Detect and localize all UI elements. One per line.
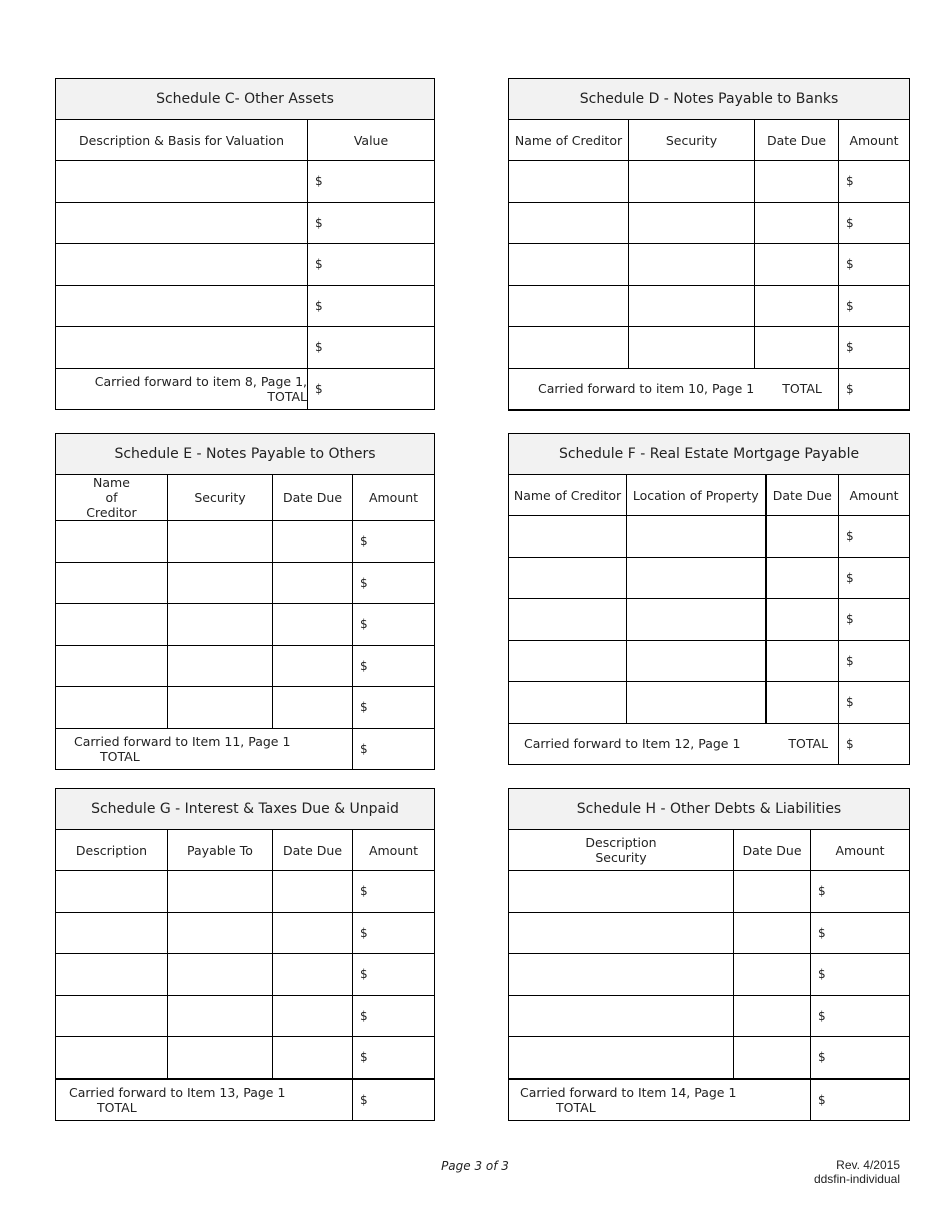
date-due-cell[interactable] (273, 645, 353, 687)
carried-forward-label: Carried forward to Item 13, Page 1TOTAL (56, 1079, 353, 1121)
date-due-cell[interactable] (273, 912, 353, 954)
description-cell[interactable] (56, 912, 168, 954)
description-cell[interactable] (509, 995, 734, 1037)
value-cell[interactable]: $ (308, 285, 435, 327)
date-due-cell[interactable] (766, 557, 839, 599)
header-description-basis: Description & Basis for Valuation (56, 120, 308, 161)
creditor-cell[interactable] (56, 687, 168, 729)
total-amount-cell[interactable]: $ (811, 1079, 910, 1121)
schedule-f-table (508, 433, 910, 765)
header-location-of-property: Location of Property (627, 475, 766, 516)
amount-cell[interactable]: $ (353, 687, 435, 729)
header-amount: Amount (353, 830, 435, 871)
schedule-g-title: Schedule G - Interest & Taxes Due & Unpaid (56, 789, 435, 830)
amount-cell[interactable]: $ (839, 285, 910, 327)
amount-cell[interactable]: $ (811, 995, 910, 1037)
carried-forward-label: Carried forward to Item 14, Page 1TOTAL (509, 1079, 811, 1121)
total-value-cell[interactable]: $ (308, 368, 435, 410)
date-due-cell[interactable] (273, 871, 353, 913)
date-due-cell[interactable] (766, 516, 839, 558)
schedule-f-title: Schedule F - Real Estate Mortgage Payable (509, 434, 910, 475)
date-due-cell[interactable] (734, 954, 811, 996)
amount-cell[interactable]: $ (353, 1037, 435, 1079)
header-name-of-creditor: Name of Creditor (56, 475, 168, 521)
payable-to-cell[interactable] (168, 1037, 273, 1079)
header-date-due: Date Due (734, 830, 811, 871)
schedule-d-title: Schedule D - Notes Payable to Banks (509, 79, 910, 120)
date-due-cell[interactable] (273, 604, 353, 646)
amount-cell[interactable]: $ (839, 244, 910, 286)
header-date-due: Date Due (755, 120, 839, 161)
value-cell[interactable]: $ (308, 161, 435, 203)
amount-cell[interactable]: $ (353, 954, 435, 996)
value-cell[interactable]: $ (308, 244, 435, 286)
security-cell[interactable] (629, 161, 755, 203)
schedule-h-title: Schedule H - Other Debts & Liabilities (509, 789, 910, 830)
date-due-cell[interactable] (273, 995, 353, 1037)
date-due-cell[interactable] (755, 202, 839, 244)
date-due-cell[interactable] (273, 1037, 353, 1079)
description-cell[interactable] (56, 1037, 168, 1079)
location-cell[interactable] (627, 516, 766, 558)
header-security: Security (629, 120, 755, 161)
description-cell[interactable] (509, 871, 734, 913)
header-date-due: Date Due (273, 830, 353, 871)
header-date-due: Date Due (273, 475, 353, 521)
amount-cell[interactable]: $ (811, 912, 910, 954)
amount-cell[interactable]: $ (839, 516, 910, 558)
creditor-cell[interactable] (56, 604, 168, 646)
creditor-cell[interactable] (509, 161, 629, 203)
description-cell[interactable] (56, 871, 168, 913)
amount-cell[interactable]: $ (811, 1037, 910, 1079)
header-payable-to: Payable To (168, 830, 273, 871)
creditor-cell[interactable] (509, 285, 629, 327)
carried-forward-label: Carried forward to item 10, Page 1 TOTAL (509, 368, 839, 410)
schedule-c-title: Schedule C- Other Assets (56, 79, 435, 120)
date-due-cell[interactable] (734, 1037, 811, 1079)
schedule-h-table (508, 788, 910, 1121)
total-amount-cell[interactable]: $ (839, 368, 910, 410)
security-cell[interactable] (629, 244, 755, 286)
amount-cell[interactable]: $ (839, 161, 910, 203)
schedule-d-table (508, 78, 910, 411)
security-cell[interactable] (168, 562, 273, 604)
header-amount: Amount (353, 475, 435, 521)
description-cell[interactable] (509, 1037, 734, 1079)
description-cell[interactable] (56, 995, 168, 1037)
date-due-cell[interactable] (755, 244, 839, 286)
payable-to-cell[interactable] (168, 995, 273, 1037)
creditor-cell[interactable] (509, 557, 627, 599)
date-due-cell[interactable] (734, 871, 811, 913)
schedule-g-table (55, 788, 435, 1121)
location-cell[interactable] (627, 599, 766, 641)
security-cell[interactable] (168, 604, 273, 646)
total-amount-cell[interactable]: $ (353, 1079, 435, 1121)
date-due-cell[interactable] (273, 954, 353, 996)
amount-cell[interactable]: $ (839, 682, 910, 724)
date-due-cell[interactable] (273, 562, 353, 604)
security-cell[interactable] (629, 285, 755, 327)
schedule-c-table (55, 78, 435, 410)
creditor-cell[interactable] (509, 327, 629, 369)
description-cell[interactable] (56, 202, 308, 244)
payable-to-cell[interactable] (168, 954, 273, 996)
header-value: Value (308, 120, 435, 161)
schedule-e-table (55, 433, 435, 770)
revision-label: Rev. 4/2015 (836, 1158, 900, 1172)
description-cell[interactable] (509, 912, 734, 954)
creditor-cell[interactable] (509, 640, 627, 682)
description-cell[interactable] (509, 954, 734, 996)
header-name-of-creditor: Name of Creditor (509, 475, 627, 516)
amount-cell[interactable]: $ (839, 202, 910, 244)
date-due-cell[interactable] (273, 521, 353, 563)
date-due-cell[interactable] (273, 687, 353, 729)
amount-cell[interactable]: $ (353, 604, 435, 646)
date-due-cell[interactable] (734, 995, 811, 1037)
value-cell[interactable]: $ (308, 202, 435, 244)
payable-to-cell[interactable] (168, 871, 273, 913)
amount-cell[interactable]: $ (353, 521, 435, 563)
header-name-of-creditor: Name of Creditor (509, 120, 629, 161)
amount-cell[interactable]: $ (839, 640, 910, 682)
security-cell[interactable] (168, 521, 273, 563)
amount-cell[interactable]: $ (811, 871, 910, 913)
description-cell[interactable] (56, 954, 168, 996)
amount-cell[interactable]: $ (353, 871, 435, 913)
header-amount: Amount (839, 120, 910, 161)
amount-cell[interactable]: $ (839, 557, 910, 599)
creditor-cell[interactable] (509, 516, 627, 558)
creditor-cell[interactable] (509, 244, 629, 286)
amount-cell[interactable]: $ (353, 562, 435, 604)
location-cell[interactable] (627, 682, 766, 724)
payable-to-cell[interactable] (168, 912, 273, 954)
total-amount-cell[interactable]: $ (839, 723, 910, 765)
security-cell[interactable] (168, 645, 273, 687)
creditor-cell[interactable] (56, 521, 168, 563)
date-due-cell[interactable] (766, 682, 839, 724)
date-due-cell[interactable] (755, 285, 839, 327)
location-cell[interactable] (627, 557, 766, 599)
page-number: Page 3 of 3 (441, 1159, 509, 1173)
header-security: Security (168, 475, 273, 521)
creditor-cell[interactable] (56, 645, 168, 687)
date-due-cell[interactable] (766, 599, 839, 641)
amount-cell[interactable]: $ (353, 912, 435, 954)
amount-cell[interactable]: $ (353, 645, 435, 687)
creditor-cell[interactable] (509, 682, 627, 724)
security-cell[interactable] (629, 202, 755, 244)
amount-cell[interactable]: $ (353, 995, 435, 1037)
header-date-due: Date Due (766, 475, 839, 516)
date-due-cell[interactable] (766, 640, 839, 682)
description-cell[interactable] (56, 327, 308, 369)
description-cell[interactable] (56, 244, 308, 286)
date-due-cell[interactable] (755, 161, 839, 203)
carried-forward-label: Carried forward to item 8, Page 1, TOTAL (56, 368, 308, 410)
creditor-cell[interactable] (509, 202, 629, 244)
amount-cell[interactable]: $ (839, 327, 910, 369)
header-description-security: Description Security (509, 830, 734, 871)
form-id: ddsfin-individual (813, 1172, 900, 1186)
date-due-cell[interactable] (734, 912, 811, 954)
location-cell[interactable] (627, 640, 766, 682)
amount-cell[interactable]: $ (839, 599, 910, 641)
total-amount-cell[interactable]: $ (353, 728, 435, 770)
security-cell[interactable] (168, 687, 273, 729)
header-amount: Amount (839, 475, 910, 516)
carried-forward-label: Carried forward to Item 11, Page 1TOTAL (56, 728, 353, 770)
amount-cell[interactable]: $ (811, 954, 910, 996)
security-cell[interactable] (629, 327, 755, 369)
header-amount: Amount (811, 830, 910, 871)
carried-forward-label: Carried forward to Item 12, Page 1 TOTAL (509, 723, 839, 765)
schedule-e-title: Schedule E - Notes Payable to Others (56, 434, 435, 475)
date-due-cell[interactable] (755, 327, 839, 369)
description-cell[interactable] (56, 161, 308, 203)
creditor-cell[interactable] (56, 562, 168, 604)
revision-info (814, 1158, 900, 1186)
value-cell[interactable]: $ (308, 327, 435, 369)
creditor-cell[interactable] (509, 599, 627, 641)
header-description: Description (56, 830, 168, 871)
description-cell[interactable] (56, 285, 308, 327)
